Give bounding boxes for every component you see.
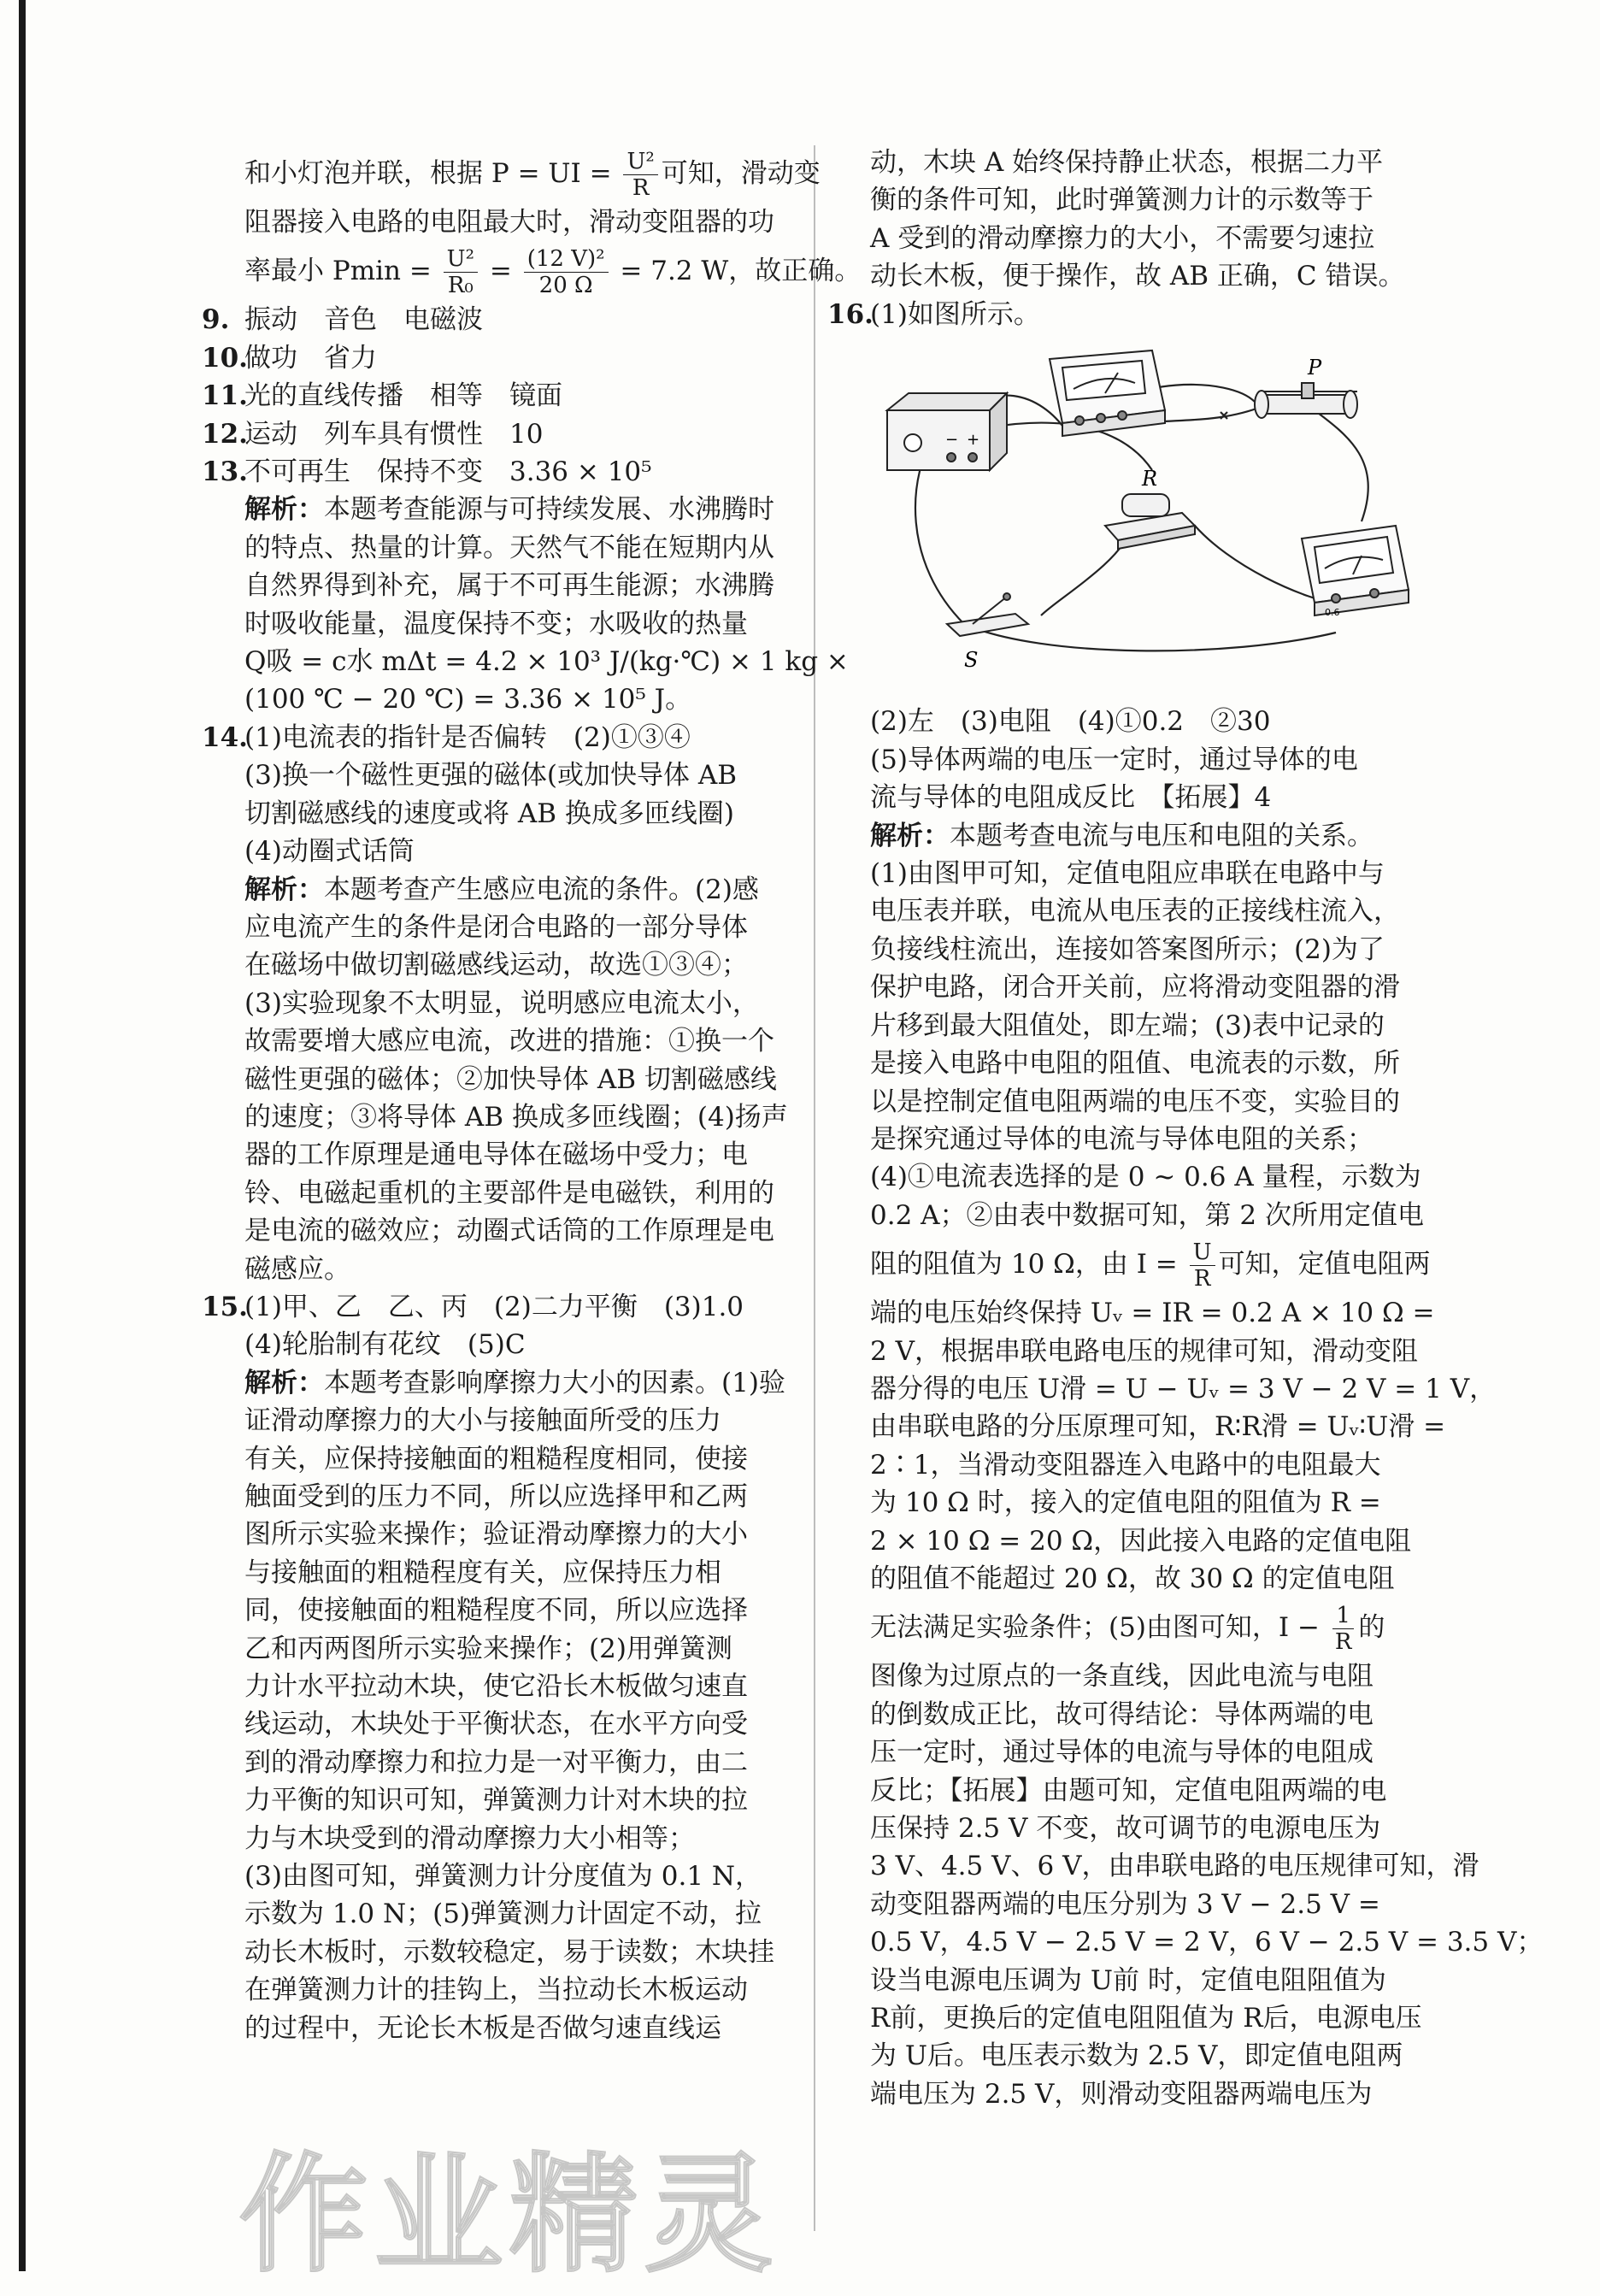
rheostat-label-p: P (1308, 356, 1322, 380)
analysis-16-line: 0.2 A；②由表中数据可知，第 2 次所用定值电 (870, 1199, 1424, 1231)
ammeter-scale-label: 0.6 (1325, 607, 1340, 619)
analysis-16-line: 器分得的电压 U滑 = U − Uᵥ = 3 V − 2 V = 1 V， (870, 1373, 1497, 1404)
answer-16-line: (5)导体两端的电压一定时，通过导体的电 (870, 744, 1358, 775)
analysis-13-line: Q吸 = c水 mΔt = 4.2 × 10³ J/(kg·℃) × 1 kg × (244, 646, 849, 678)
analysis-15-line: (3)由图可知，弹簧测力计分度值为 0.1 N， (244, 1861, 762, 1893)
analysis-16-line: 解析：本题考查电流与电压和电阻的关系。 (870, 820, 1374, 851)
analysis-15-line: 证滑动摩擦力的大小与接触面所受的压力 (244, 1405, 721, 1437)
analysis-15-line: 图所示实验来操作；验证滑动摩擦力的大小 (244, 1519, 748, 1551)
analysis-16-line: 端电压为 2.5 V，则滑动变阻器两端电压为 (870, 2078, 1373, 2110)
left-column (202, 144, 862, 2047)
analysis-14-line: 器的工作原理是通电导体在磁场中受力；电 (244, 1139, 748, 1171)
cont-line-right: A 受到的滑动摩擦力的大小，不需要匀速拉 (870, 222, 1375, 254)
answer-15: 15.(1)甲、乙 乙、丙 (2)二力平衡 (3)1.0 (202, 1291, 744, 1322)
answer-10: 10.做功 省力 (202, 342, 377, 374)
analysis-16-line: 由串联电路的分压原理可知，R∶R滑 = Uᵥ∶U滑 = (870, 1411, 1446, 1443)
cont-line-right: 动长木板，便于操作，故 AB 正确，C 错误。 (870, 261, 1405, 292)
answer-16-line: 流与导体的电阻成反比 【拓展】4 (870, 782, 1272, 814)
analysis-15-line: 力平衡的知识可知，弹簧测力计对木块的拉 (244, 1785, 748, 1816)
analysis-13-line: 自然界得到补充，属于不可再生能源；水沸腾 (244, 570, 774, 602)
analysis-16-line: 3 V、4.5 V、6 V，由串联电路的电压规律可知，滑 (870, 1851, 1479, 1882)
answer-16-line: (2)左 (3)电阻 (4)①0.2 ②30 (870, 706, 1271, 738)
analysis-16-line: R前，更换后的定值电阻阻值为 R后，电源电压 (870, 2003, 1422, 2034)
resistor-label-r: R (1142, 467, 1158, 492)
analysis-16-line: 动变阻器两端的电压分别为 3 V − 2.5 V = (870, 1888, 1380, 1920)
answer-14-line: (4)动圈式话筒 (244, 836, 415, 868)
analysis-16-line: 0.5 V，4.5 V − 2.5 V = 2 V，6 V − 2.5 V = 3.5 V； (870, 1927, 1544, 1958)
analysis-16-line: 压保持 2.5 V 不变，故可调节的电源电压为 (870, 1813, 1381, 1844)
analysis-16-line: 是接入电路中电阻的阻值、电流表的示数，所 (870, 1048, 1400, 1080)
analysis-13-line: 时吸收能量，温度保持不变；水吸收的热量 (244, 608, 748, 639)
supply-plus-label: + (967, 431, 980, 450)
wire (964, 624, 1336, 651)
analysis-16-line: 电压表并联，电流从电压表的正接线柱流入， (870, 896, 1400, 927)
answer-14-line: (3)换一个磁性更强的磁体(或加快导体 AB (244, 760, 738, 792)
analysis-15-line: 线运动，木块处于平衡状态，在水平方向受 (244, 1709, 748, 1740)
analysis-15-line: 与接触面的粗糙程度有关，应保持压力相 (244, 1557, 721, 1588)
analysis-16-line: 是探究通过导体的电流与导体电阻的关系； (870, 1123, 1374, 1155)
analysis-14-line: 铃、电磁起重机的主要部件是电磁铁，利用的 (244, 1177, 774, 1209)
analysis-15-line: 在弹簧测力计的挂钩上，当拉动长木板运动 (244, 1975, 748, 2006)
answer-9: 9. 振动 音色 电磁波 (202, 304, 483, 336)
analysis-16-line: 负接线柱流出，连接如答案图所示；(2)为了 (870, 933, 1385, 965)
ammeter-icon (1302, 526, 1409, 615)
answer-16: 16.(1)如图所示。 (827, 298, 1040, 330)
analysis-16-line: 的倒数成正比，故可得结论：导体两端的电 (870, 1698, 1374, 1730)
analysis-16-line: 图像为过原点的一条直线，因此电流与电阻 (870, 1661, 1374, 1693)
analysis-16-formula-line: 无法满足实验条件；(5)由图可知，I − $\frac{1}{R}$ 的 (870, 1603, 1385, 1656)
resistor-icon (1105, 494, 1195, 549)
formula-fraction: $\frac{\text{U²}}{\text{R₀}}$ (444, 246, 478, 298)
analysis-14-line: (3)实验现象不太明显，说明感应电流太小， (244, 987, 759, 1019)
analysis-16-line: 片移到最大阻值处，即左端；(3)表中记录的 (870, 1010, 1385, 1041)
voltmeter-icon (1050, 350, 1165, 436)
analysis-16-line: 的阻值不能超过 20 Ω，故 30 Ω 的定值电阻 (870, 1563, 1395, 1594)
analysis-15-line: 力与木块受到的滑动摩擦力大小相等； (244, 1822, 695, 1854)
analysis-16-line: 为 U后。电压表示数为 2.5 V，即定值电阻两 (870, 2040, 1403, 2072)
analysis-15-line: 到的滑动摩擦力和拉力是一对平衡力，由二 (244, 1746, 748, 1778)
analysis-16-line: (4)①电流表选择的是 0 ~ 0.6 A 量程，示数为 (870, 1162, 1421, 1193)
switch-label-s: S (964, 648, 979, 673)
analysis-16-line: 2 V，根据串联电路电压的规律可知，滑动变阻 (870, 1335, 1418, 1367)
wire (1315, 410, 1368, 521)
formula-fraction: $\frac{\text{(12 V)²}}{20 \Omega}$ (524, 246, 609, 298)
analysis-15-line: 触面受到的压力不同，所以应选择甲和乙两 (244, 1481, 748, 1512)
column-divider (814, 145, 815, 2231)
analysis-14-line: 磁感应。 (244, 1253, 350, 1285)
analysis-15-line: 乙和丙两图所示实验来操作；(2)用弹簧测 (244, 1633, 732, 1664)
analysis-16-line: 以是控制定值电阻两端的电压不变，实验目的 (870, 1086, 1400, 1117)
analysis-16-formula-line: 阻的阻值为 10 Ω，由 I = $\frac{U}{R}$ 可知，定值电阻两 (870, 1239, 1431, 1292)
analysis-13-line: (100 ℃ − 20 ℃) = 3.36 × 10⁵ J。 (244, 684, 692, 715)
cont-line-1: 和小灯泡并联，根据 P = UI = $\frac{\text{U²}}{R}$ 可知，滑动变 (244, 149, 821, 201)
formula-fraction: $\frac{1}{R}$ (1332, 1603, 1356, 1655)
supply-minus-label: − (945, 431, 959, 450)
analysis-14-line: 应电流产生的条件是闭合电路的一部分导体 (244, 911, 748, 943)
analysis-14-line: 解析：本题考查产生感应电流的条件。(2)感 (244, 874, 759, 905)
analysis-14-line: 在磁场中做切割磁感线运动，故选①③④； (244, 950, 748, 981)
analysis-13-line: 解析：本题考查能源与可持续发展、水沸腾时 (244, 494, 774, 526)
analysis-14-line: 故需要增大感应电流，改进的措施：①换一个 (244, 1026, 774, 1057)
cont-line-right: 衡的条件可知，此时弹簧测力计的示数等于 (870, 185, 1374, 216)
circuit-diagram (870, 342, 1426, 684)
analysis-15-line: 有关，应保持接触面的粗糙程度相同，使接 (244, 1443, 748, 1475)
analysis-13-line: 的特点、热量的计算。天然气不能在短期内从 (244, 532, 774, 563)
analysis-16-line: 反比；【拓展】由题可知，定值电阻两端的电 (870, 1775, 1387, 1806)
page-spine (19, 0, 26, 2271)
answer-13: 13.不可再生 保持不变 3.36 × 10⁵ (202, 456, 652, 488)
watermark: 作业精灵 (239, 2141, 780, 2290)
analysis-16-line: 保护电路，闭合开关前，应将滑动变阻器的滑 (870, 972, 1400, 1004)
analysis-16-line: 端的电压始终保持 Uᵥ = IR = 0.2 A × 10 Ω = (870, 1298, 1435, 1329)
analysis-14-line: 的速度；③将导体 AB 换成多匝线圈；(4)扬声 (244, 1101, 788, 1133)
analysis-14-line: 是电流的磁效应；动圈式话筒的工作原理是电 (244, 1216, 774, 1247)
formula-fraction: $\frac{U}{R}$ (1190, 1239, 1215, 1292)
analysis-16-line: 2∶1，当滑动变阻器连入电路中的电阻最大 (870, 1449, 1381, 1481)
cont-line-3: 率最小 Pmin = $\frac{\text{U²}}{\text{R₀}}$ = $\frac{\text{(12 V)²}}{20 \Omega}$ = 7.2 W，故正确。 (244, 246, 862, 299)
answer-14: 14.(1)电流表的指针是否偏转 (2)①③④ (202, 721, 691, 753)
analysis-16-line: 2 × 10 Ω = 20 Ω，因此接入电路的定值电阻 (870, 1525, 1412, 1557)
analysis-16-line: 压一定时，通过导体的电流与导体的电阻成 (870, 1737, 1374, 1769)
cont-line-right: 动，木块 A 始终保持静止状态，根据二力平 (870, 147, 1384, 178)
rheostat-icon (1255, 383, 1357, 418)
analysis-15-line: 动长木板时，示数较稳定，易于读数；木块挂 (244, 1936, 774, 1968)
analysis-15-line: 力计水平拉动木块，使它沿长木板做匀速直 (244, 1671, 748, 1703)
analysis-15-line: 同，使接触面的粗糙程度不同，所以应选择 (244, 1595, 748, 1627)
answer-11: 11.光的直线传播 相等 镜面 (202, 380, 562, 412)
answer-12: 12.运动 列车具有惯性 10 (202, 418, 544, 450)
analysis-16-line: 设当电源电压调为 U前 时，定值电阻阻值为 (870, 1964, 1386, 1996)
formula-fraction: $\frac{\text{U²}}{R}$ (623, 149, 657, 201)
analysis-15-line: 解析：本题考查影响摩擦力大小的因素。(1)验 (244, 1367, 785, 1398)
analysis-14-line: 磁性更强的磁体；②加快导体 AB 切割磁感线 (244, 1063, 777, 1095)
analysis-16-line: (1)由图甲可知，定值电阻应串联在电路中与 (870, 858, 1385, 890)
analysis-16-line: 为 10 Ω 时，接入的定值电阻的阻值为 R = (870, 1487, 1381, 1519)
analysis-15-line: 示数为 1.0 N；(5)弹簧测力计固定不动，拉 (244, 1899, 762, 1930)
analysis-15-line: 的过程中，无论长木板是否做匀速直线运 (244, 2012, 721, 2044)
right-column (827, 144, 1544, 2113)
answer-14-line: 切割磁感线的速度或将 AB 换成多匝线圈) (244, 798, 734, 829)
cont-line-2: 阻器接入电路的电阻最大时，滑动变阻器的功 (244, 207, 774, 238)
answer-15-line: (4)轮胎制有花纹 (5)C (244, 1329, 526, 1361)
switch-icon (947, 593, 1028, 636)
